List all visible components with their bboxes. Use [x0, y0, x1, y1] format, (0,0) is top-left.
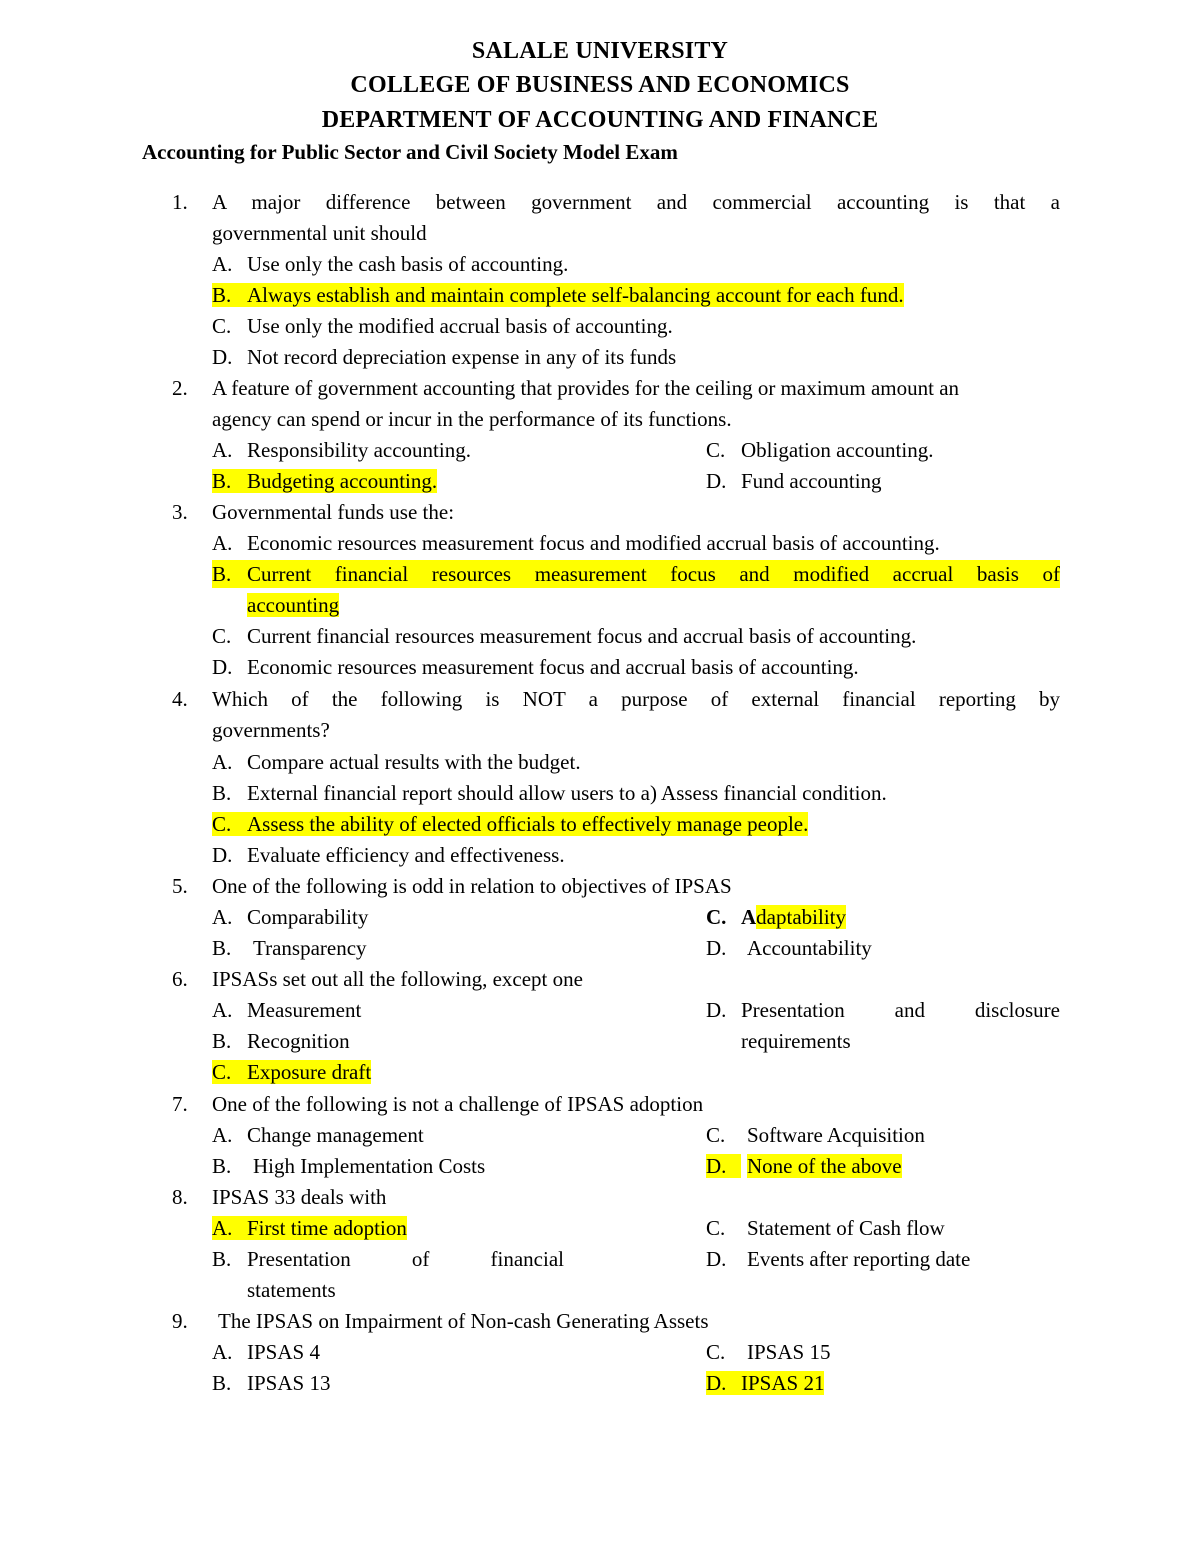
- option-b-correct: B. Current financial resources measurement focus and modified accrual basis of: [212, 562, 1060, 586]
- option-b-correct: B. Always establish and maintain complete self-balancing account for each fund.: [212, 283, 904, 307]
- college-name: COLLEGE OF BUSINESS AND ECONOMICS: [350, 72, 850, 98]
- question-text: A major difference between government and commercial accounting is that a: [212, 190, 1060, 214]
- option-a: A. Economic resources measurement focus and modified accrual basis of accounting.: [212, 531, 940, 555]
- question-number: 4.: [172, 687, 188, 711]
- question-text: IPSASs set out all the following, except one: [212, 967, 583, 991]
- option-d: D. Fund accounting: [706, 469, 882, 493]
- exam-title: Accounting for Public Sector and Civil Society Model Exam: [142, 140, 678, 164]
- option-a: A. Comparability: [212, 905, 369, 929]
- question-number: 9.: [172, 1309, 188, 1333]
- question-number: 7.: [172, 1092, 188, 1116]
- option-d: D. Accountability: [706, 936, 872, 960]
- option-c-correct: C. Adaptability: [706, 905, 846, 929]
- question-text: governmental unit should: [212, 221, 427, 245]
- option-b-continuation: accounting: [247, 593, 340, 617]
- question-text: One of the following is odd in relation to objectives of IPSAS: [212, 874, 732, 898]
- option-a: A. IPSAS 4: [212, 1340, 320, 1364]
- option-c: C. Current financial resources measurement focus and accrual basis of accounting.: [212, 624, 917, 648]
- option-d: D. Evaluate efficiency and effectiveness.: [212, 843, 565, 867]
- question-number: 6.: [172, 967, 188, 991]
- question-text: Which of the following is NOT a purpose of external financial reporting by: [212, 687, 1060, 711]
- question-text: The IPSAS on Impairment of Non-cash Generating Assets: [218, 1309, 709, 1333]
- option-c: C. IPSAS 15: [706, 1340, 831, 1364]
- option-d-correct: D. None of the above: [706, 1154, 902, 1178]
- question-text: Governmental funds use the:: [212, 500, 455, 524]
- option-b-continuation: statements: [247, 1278, 336, 1302]
- question-text: A feature of government accounting that provides for the ceiling or maximum amount an: [212, 376, 960, 400]
- option-c: C. Obligation accounting.: [706, 438, 934, 462]
- option-a: A. Responsibility accounting.: [212, 438, 471, 462]
- question-number: 5.: [172, 874, 188, 898]
- question-number: 8.: [172, 1185, 188, 1209]
- option-d: D. Presentation and disclosure: [706, 998, 1060, 1022]
- option-c: C. Use only the modified accrual basis of accounting.: [212, 314, 673, 338]
- option-b: B. High Implementation Costs: [212, 1154, 486, 1178]
- option-c: C. Statement of Cash flow: [706, 1216, 945, 1240]
- option-b: B. IPSAS 13: [212, 1371, 331, 1395]
- option-a-correct: A. First time adoption: [212, 1216, 407, 1240]
- option-a: A. Compare actual results with the budget.: [212, 750, 581, 774]
- department-name: DEPARTMENT OF ACCOUNTING AND FINANCE: [321, 107, 879, 133]
- question-number: 3.: [172, 500, 188, 524]
- option-a: A. Change management: [212, 1123, 424, 1147]
- option-b: B. Presentation of financial: [212, 1247, 564, 1271]
- option-b: B. Transparency: [212, 936, 367, 960]
- question-text: IPSAS 33 deals with: [212, 1185, 387, 1209]
- option-c-correct: C. Assess the ability of elected officials to effectively manage people.: [212, 812, 809, 836]
- question-text: One of the following is not a challenge of IPSAS adoption: [212, 1092, 704, 1116]
- option-a: A. Measurement: [212, 998, 362, 1022]
- university-name: SALALE UNIVERSITY: [471, 38, 729, 64]
- option-b-correct: B. Budgeting accounting.: [212, 469, 438, 493]
- option-d-correct: D. IPSAS 21: [706, 1371, 825, 1395]
- question-number: 1.: [172, 190, 188, 214]
- question-number: 2.: [172, 376, 188, 400]
- option-b: B. Recognition: [212, 1029, 350, 1053]
- option-a: A. Use only the cash basis of accounting.: [212, 252, 569, 276]
- option-d-continuation: requirements: [741, 1029, 851, 1053]
- option-c: C. Software Acquisition: [706, 1123, 925, 1147]
- question-text: governments?: [212, 718, 330, 742]
- option-d: D. Economic resources measurement focus and accrual basis of accounting.: [212, 655, 859, 679]
- option-c-correct: C. Exposure draft: [212, 1060, 372, 1084]
- question-text: agency can spend or incur in the performance of its functions.: [212, 407, 732, 431]
- option-b: B. External financial report should allow users to a) Assess financial condition.: [212, 781, 887, 805]
- option-d: D. Events after reporting date: [706, 1247, 971, 1271]
- option-d: D. Not record depreciation expense in any of its funds: [212, 345, 677, 369]
